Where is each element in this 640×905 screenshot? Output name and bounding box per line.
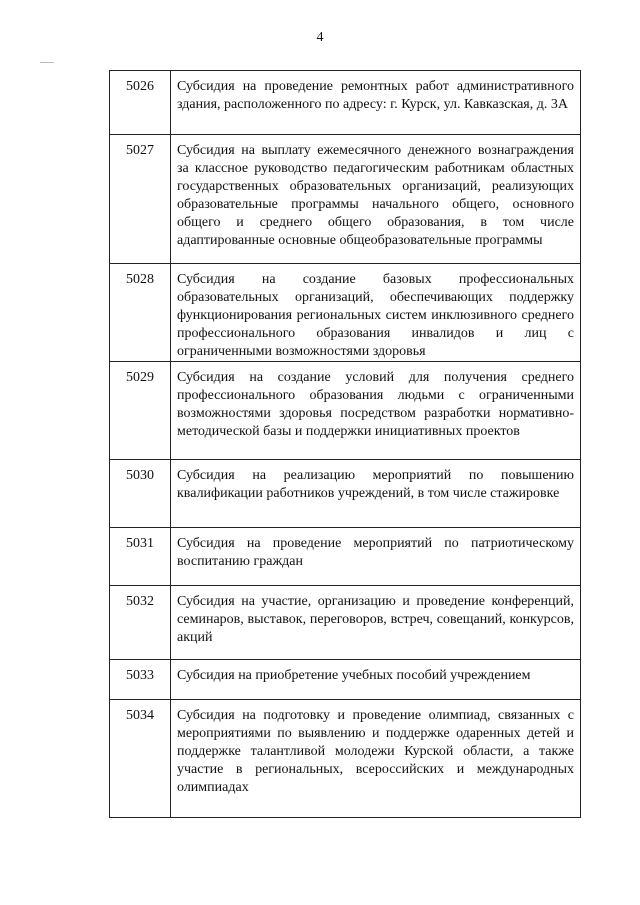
description-cell: Субсидия на реализацию мероприятий по повышению квалификации работников учреждений, в том числе стажировке bbox=[171, 460, 581, 528]
table-row bbox=[110, 460, 581, 528]
table-row bbox=[110, 660, 581, 700]
table-row bbox=[110, 264, 581, 362]
subsidy-codes-table bbox=[109, 70, 581, 818]
description-cell: Субсидия на проведение мероприятий по патриотическому воспитанию граждан bbox=[171, 528, 581, 586]
table-row bbox=[110, 586, 581, 660]
table-row bbox=[110, 71, 581, 135]
code-cell: 5029 bbox=[110, 362, 171, 460]
description-cell: Субсидия на участие, организацию и проведение конференций, семинаров, выставок, переговоров, встреч, совещаний, конкурсов, акций bbox=[171, 586, 581, 660]
description-cell: Субсидия на выплату ежемесячного денежного вознаграждения за классное руководство педагогическим работникам областных государственных образовательных организаций, реализующих образовательные программы начального общего, основного общего и среднего общего образования, в том числе адаптированные основные общеобразовательные программы bbox=[171, 135, 581, 264]
description-cell: Субсидия на приобретение учебных пособий учреждением bbox=[171, 660, 581, 700]
code-cell: 5031 bbox=[110, 528, 171, 586]
table-row bbox=[110, 135, 581, 264]
description-cell: Субсидия на создание условий для получения среднего профессионального образования людьми с ограниченными возможностями здоровья посредством разработки нормативно-методической базы и поддержки инициативных проектов bbox=[171, 362, 581, 460]
code-cell: 5030 bbox=[110, 460, 171, 528]
margin-mark bbox=[40, 62, 54, 63]
code-cell: 5026 bbox=[110, 71, 171, 135]
description-cell: Субсидия на создание базовых профессиональных образовательных организаций, обеспечивающих поддержку функционирования региональных систем инклюзивного среднего профессионального образования инвалидов и лиц с ограниченными возможностями здоровья bbox=[171, 264, 581, 362]
description-cell: Субсидия на проведение ремонтных работ административного здания, расположенного по адресу: г. Курск, ул. Кавказская, д. 3А bbox=[171, 71, 581, 135]
code-cell: 5032 bbox=[110, 586, 171, 660]
table-row bbox=[110, 528, 581, 586]
table-row bbox=[110, 700, 581, 818]
code-cell: 5034 bbox=[110, 700, 171, 818]
description-cell: Субсидия на подготовку и проведение олимпиад, связанных с мероприятиями по выявлению и поддержке одаренных детей и поддержке талантливой молодежи Курской области, а также участие в региональных, всероссийских и международных олимпиадах bbox=[171, 700, 581, 818]
code-cell: 5033 bbox=[110, 660, 171, 700]
page-number: 4 bbox=[316, 30, 324, 45]
code-cell: 5027 bbox=[110, 135, 171, 264]
code-cell: 5028 bbox=[110, 264, 171, 362]
table-row bbox=[110, 362, 581, 460]
